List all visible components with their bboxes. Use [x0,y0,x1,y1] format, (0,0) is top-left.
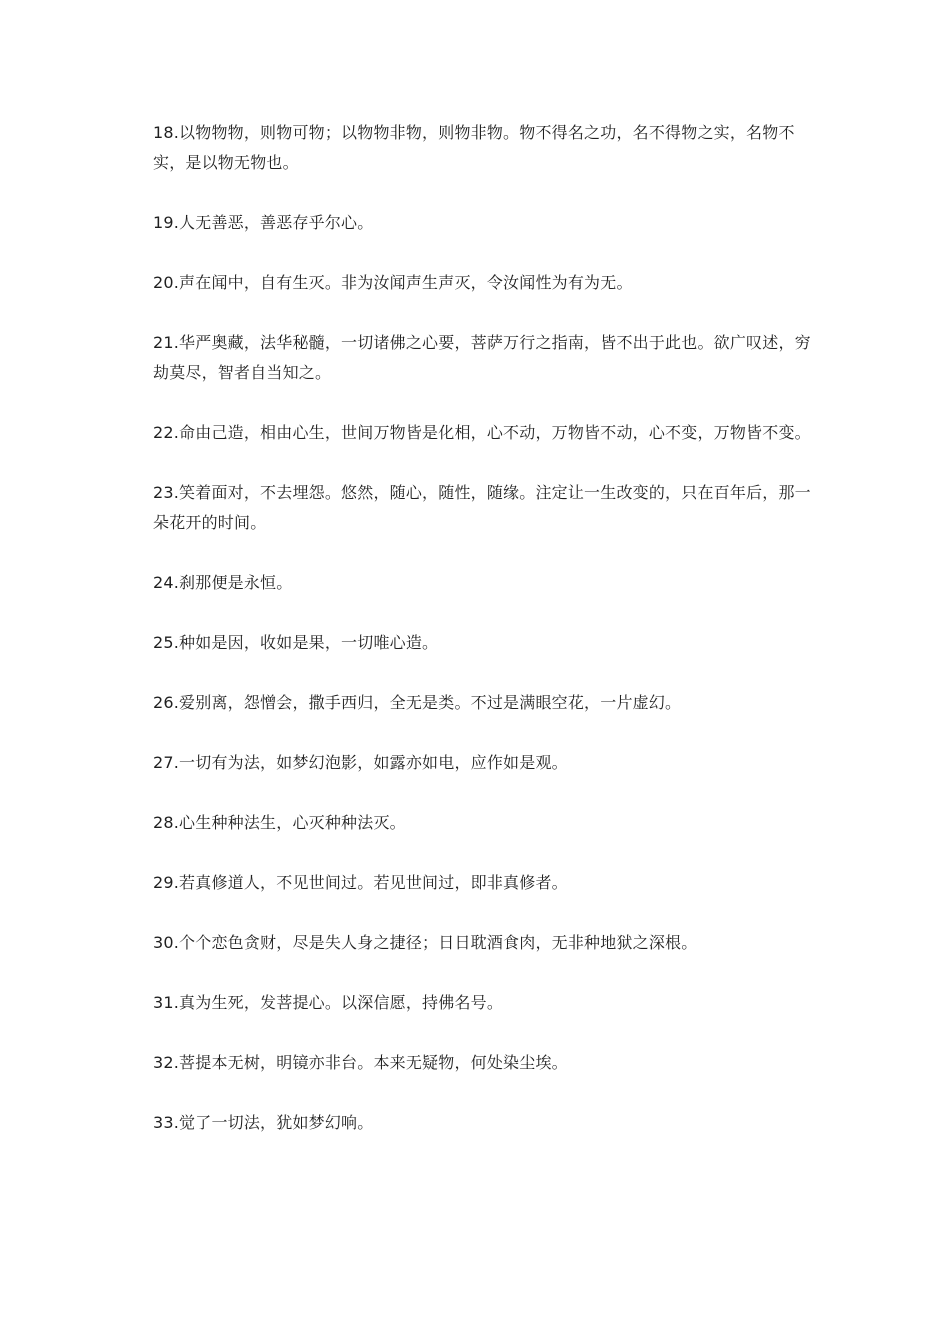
quote-33: 33.觉了一切法，犹如梦幻响。 [153,1113,374,1132]
quote-28: 28.心生种种法生，心灭种种法灭。 [153,813,406,832]
quote-18: 18.以物物物，则物可物；以物物非物，则物非物。物不得名之功，名不得物之实，名物不实，是以物无物也。 [153,123,795,172]
quote-31: 31.真为生死，发菩提心。以深信愿，持佛名号。 [153,993,504,1012]
quote-list [153,118,813,1168]
quote-24: 24.刹那便是永恒。 [153,573,293,592]
quote-25: 25.种如是因，收如是果，一切唯心造。 [153,633,439,652]
quote-32: 32.菩提本无树，明镜亦非台。本来无疑物，何处染尘埃。 [153,1053,568,1072]
quote-27: 27.一切有为法，如梦幻泡影，如露亦如电，应作如是观。 [153,753,568,772]
quote-23: 23.笑着面对，不去埋怨。悠然，随心，随性，随缘。注定让一生改变的，只在百年后，那一朵花开的时间。 [153,483,811,532]
quote-26: 26.爱别离，怨憎会，撒手西归，全无是类。不过是满眼空花，一片虚幻。 [153,693,682,712]
quote-19: 19.人无善恶，善恶存乎尔心。 [153,213,374,232]
quote-21: 21.华严奥藏，法华秘髓，一切诸佛之心要，菩萨万行之指南，皆不出于此也。欲广叹述，穷劫莫尽，智者自当知之。 [153,333,811,382]
quote-29: 29.若真修道人，不见世间过。若见世间过，即非真修者。 [153,873,568,892]
quote-30: 30.个个恋色贪财，尽是失人身之捷径；日日耽酒食肉，无非种地狱之深根。 [153,933,698,952]
quote-20: 20.声在闻中，自有生灭。非为汝闻声生声灭，令汝闻性为有为无。 [153,273,633,292]
quote-22: 22.命由己造，相由心生，世间万物皆是化相，心不动，万物皆不动，心不变，万物皆不变。 [153,423,811,442]
